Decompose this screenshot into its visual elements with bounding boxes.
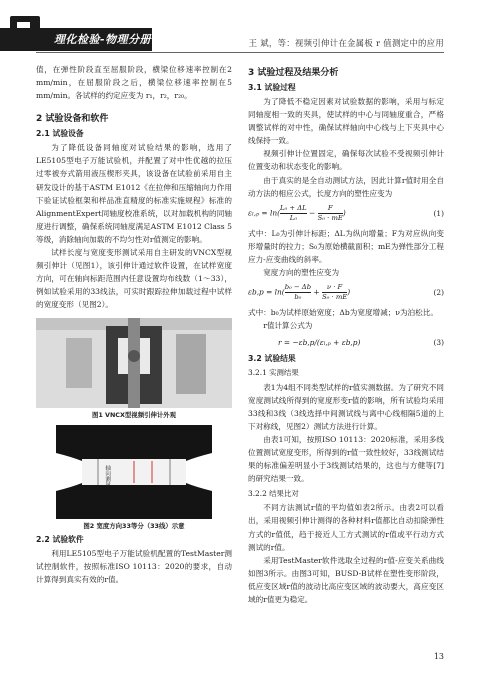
eq1-number: (1) xyxy=(433,208,444,218)
running-title: 王 斌，等：视频引伸计在金属板 r 值测定中的应用 xyxy=(248,38,444,48)
eq1-bot-a: L₀ xyxy=(289,213,297,222)
paragraph-fixed-position: 视频引伸计位置固定，确保每次试验不受视频引伸计位置变动和状态变化的影响。 xyxy=(248,149,444,172)
left-column xyxy=(36,63,232,586)
intro-paragraph: 值，在弹性阶段直至屈服阶段，横梁位移速率控制在2 mm/min，在屈服阶段之后，横梁位移速率控制在5 mm/min。各试样的约定应变为 r₁，r₂，r₂₀。 xyxy=(36,65,232,101)
paragraph-measured-a: 表1为4组不同类型试样的r值实测数据。为了研究不同宽度测试线所得到的宽度形变r值的影响，所有试验均采用33线和3线（3线选择中间测试线与离中心线相隔5道的上下对称线，见图2）测试方法进行计算。 xyxy=(248,382,444,431)
eq2-lhs: εb,p = ln xyxy=(248,287,282,297)
axial-measure-label: 轴向测量 xyxy=(104,464,111,487)
paragraph-measured-b: 由表1可知，按照ISO 10113：2020标准，采用多线位置测试宽度变形，所得到的r值一致性较好，33线测试结果的标准偏差明显小于3线测试结果的，这也与方健等[7]的研究结果一致。 xyxy=(248,434,444,484)
paragraph-software: 利用LE5105型电子万能试验机配置的TestMaster测试控制软件，按照标准ISO 10113：2020的要求，自动计算得到真实有效的r值。 xyxy=(36,548,232,584)
paragraph-equipment: 为了降低设备同轴度对试验结果的影响，选用了LE5105型电子万能试验机，并配置了对中性优越的拉压过零被夯式箭用液压楔形夹具，该设备在试验前采用自主研发设计的基于ASTM E1012《在拉伸和压缩轴向力作用下验证试验框架和样品准直精度的标准实施规程》标准的AlignmentExpert同轴度校准系统，以对加载机构的同轴度进行调整，确保系统同轴度满足ASTM E1012 Class 5等级，消除轴向加载的不均匀性对r值测定的影响。 xyxy=(36,143,232,244)
section-3-heading: 3 试验过程及结果分析 xyxy=(248,68,339,78)
specimen-33-lines-diagram xyxy=(36,425,232,519)
eq3-body: r = −εb,p/(εₗ,ₚ + εb,p) xyxy=(278,338,361,348)
figure-1-photo xyxy=(36,318,232,408)
equation-2: εb,p = ln( $\frac{\text{b₀ − Δb}}{\text{b₀}}$ + $\frac{\nu \cdot F}{\text{S₀ · mE}}$ ) (2) xyxy=(248,283,444,302)
figure-2-diagram xyxy=(36,425,232,519)
eq1-top-a: L₀ + ΔL xyxy=(279,203,307,212)
journal-title: 理化检验-物理分册 xyxy=(54,33,152,46)
paragraph-eq2-legend: 式中：b₀为试样原始宽度；Δb为宽度增减；ν为泊松比。 xyxy=(248,308,438,318)
paragraph-extensometer: 试样长度与宽度变形测试采用自主研发的VNCX型视频引伸计（见图1），该引伸计通过软件设置，在试样宽度方向，可在轴向标距范围内任意设置均布线数（1～33），例如试验采用的33线法，可实时跟踪拉伸加载过程中试样的宽度变形（见图2）。 xyxy=(36,248,232,310)
section-2-heading: 2 试验设备和软件 xyxy=(36,114,109,125)
section-3-1-heading: 3.1 试验过程 xyxy=(248,83,296,92)
section-3-2-1-heading: 3.2.1 实测结果 xyxy=(248,368,299,378)
figure-1-caption: 图1 VNCX型视频引伸计外观 xyxy=(91,410,177,419)
header-rule xyxy=(36,52,444,53)
equation-1: εₗ,ₚ = ln( $\frac{\text{L₀ + ΔL}}{\text{L₀}}$ − $\frac{F}{\text{S₀ · mE}}$ ) (1) xyxy=(248,203,444,222)
page-number: 13 xyxy=(433,652,444,661)
eq2-bot-b: S₀ · mE xyxy=(321,293,348,302)
section-2-1-heading: 2.1 试验设备 xyxy=(36,129,84,139)
eq3-number: (3) xyxy=(433,338,444,348)
paragraph-auto-method: 由于真实的是全自动测试方法，因此计算r值时用全自动方法的相应公式，长度方向的塑性应变为 xyxy=(248,175,444,198)
equation-3 xyxy=(248,336,444,349)
extensometer-photo-icon xyxy=(36,318,232,408)
eq1-top-b: F xyxy=(327,203,333,212)
eq2-number: (2) xyxy=(433,288,444,298)
paragraph-r-formula: r值计算公式为 xyxy=(263,321,313,331)
section-2-2-heading: 2.2 试验软件 xyxy=(36,534,84,544)
eq2-bot-a: b₀ xyxy=(294,293,302,302)
eq2-top-a: b₀ − Δb xyxy=(284,283,312,292)
figure-2-caption: 图2 宽度方向33等分（33线）示意 xyxy=(83,521,185,530)
paragraph-width-strain: 宽度方向的塑性应变为 xyxy=(263,268,340,278)
paragraph-eq1-legend: 式中：L₀为引伸计标距；ΔL为纵向增量；F为对应纵向变形增量时的拉力；S₀为原始横截面积；mE为弹性部分工程应力-应变曲线的斜率。 xyxy=(248,228,444,264)
eq2-top-b: ν · F xyxy=(326,283,343,292)
section-3-2-2-heading: 3.2.2 结果比对 xyxy=(248,489,299,499)
paragraph-compare-a: 不同方法测试r值的平均值如表2所示。由表2可以看出，采用视频引伸计测得的各种材料r值都比自动扣除弹性方式的r值低，趋于接近人工方式测试的r值或平行动方式测试的r值。 xyxy=(248,503,444,552)
section-3-2-heading: 3.2 试验结果 xyxy=(248,354,296,364)
paragraph-procedure: 为了降低不稳定因素对试验数据的影响，采用与标定同轴度相一致的夹具，使试样的中心与同轴度重合，严格调整试样的对中性，确保试样轴向中心线与上下夹具中心线保持一致。 xyxy=(248,97,444,146)
eq1-bot-b: S₀ · mE xyxy=(317,213,343,222)
paragraph-compare-b: 采用TestMaster软件选取全过程的r值-应变关系曲线如图3所示。由图3可知，BUSD-B试样在塑性变形阶段，低应变区域r值的波动比高应变区域的波动要大，高应变区域的r值更为稳定。 xyxy=(248,555,444,604)
eq1-lhs: εₗ,ₚ = ln xyxy=(248,208,278,218)
right-column xyxy=(248,63,444,606)
